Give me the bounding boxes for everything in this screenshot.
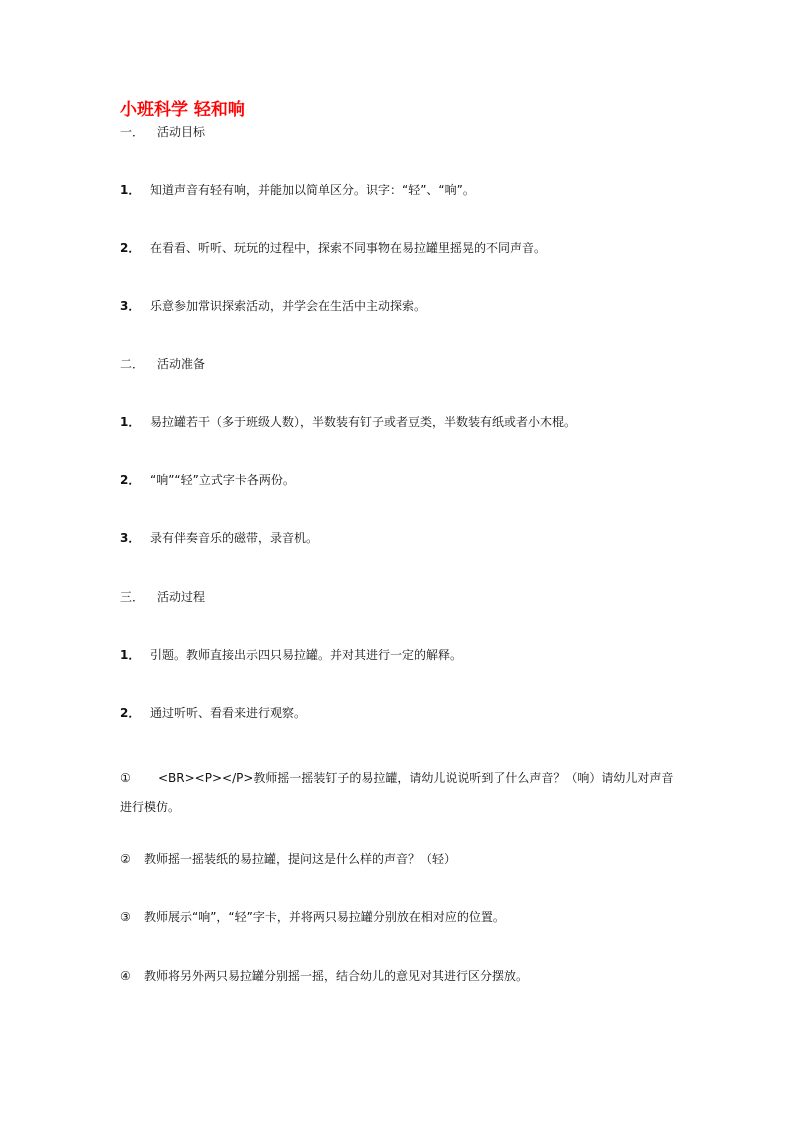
item-text: 易拉罐若干（多于班级人数），半数装有钉子或者豆类，半数装有纸或者小木棍。 [150, 415, 577, 429]
section-number: 一． [120, 125, 145, 139]
section-label: 活动目标 [157, 125, 206, 139]
item-text: 在看看、听听、玩玩的过程中，探索不同事物在易拉罐里摇晃的不同声音。 [150, 241, 547, 255]
step-marker: ③ [120, 910, 131, 924]
process-item-2 [120, 705, 306, 721]
step-item-2 [120, 851, 456, 867]
goal-item-2 [120, 240, 546, 256]
item-number: 1． [120, 648, 141, 662]
item-number: 2． [120, 473, 141, 487]
step-text: 教师展示“响”，“轻”字卡，并将两只易拉罐分别放在相对应的位置。 [144, 910, 505, 924]
goal-item-3 [120, 298, 426, 314]
item-text: 录有伴奏音乐的磁带，录音机。 [150, 531, 319, 545]
step-item-3 [120, 909, 505, 925]
process-item-1 [120, 647, 462, 663]
section-goals-heading [120, 124, 205, 140]
goal-item-1 [120, 182, 475, 198]
step-marker: ② [120, 852, 131, 866]
section-number: 二． [120, 357, 145, 371]
item-text: “响”“轻”立式字卡各两份。 [150, 473, 295, 487]
item-number: 1． [120, 415, 141, 429]
item-text: 知道声音有轻有响，并能加以简单区分。识字：“轻”、“响”。 [150, 183, 475, 197]
step-text: <BR><P></P>教师摇一摇装钉子的易拉罐，请幼儿说说听到了什么声音？（响）请幼儿对声音进行模仿。 [120, 771, 674, 814]
section-prep-heading [120, 356, 205, 372]
prep-item-2 [120, 472, 295, 488]
item-number: 3． [120, 299, 141, 313]
item-number: 2． [120, 706, 141, 720]
step-marker: ① [120, 771, 131, 785]
section-process-heading [120, 589, 205, 605]
prep-item-1 [120, 414, 576, 430]
section-label: 活动过程 [157, 590, 206, 604]
prep-item-3 [120, 530, 318, 546]
section-number: 三． [120, 590, 145, 604]
item-text: 乐意参加常识探索活动，并学会在生活中主动探索。 [150, 299, 427, 313]
step-text: 教师将另外两只易拉罐分别摇一摇，结合幼儿的意见对其进行区分摆放。 [144, 969, 529, 983]
item-number: 2． [120, 241, 141, 255]
step-text: 教师摇一摇装纸的易拉罐，提问这是什么样的声音？（轻） [144, 852, 457, 866]
section-label: 活动准备 [157, 357, 206, 371]
item-number: 1． [120, 183, 141, 197]
step-marker: ④ [120, 969, 131, 983]
item-text: 通过听听、看看来进行观察。 [150, 706, 307, 720]
step-item-4 [120, 968, 528, 984]
step-item-1 [120, 764, 680, 822]
item-number: 3． [120, 531, 141, 545]
item-text: 引题。教师直接出示四只易拉罐。并对其进行一定的解释。 [150, 648, 463, 662]
document-title: 小班科学 轻和响 [120, 100, 245, 120]
